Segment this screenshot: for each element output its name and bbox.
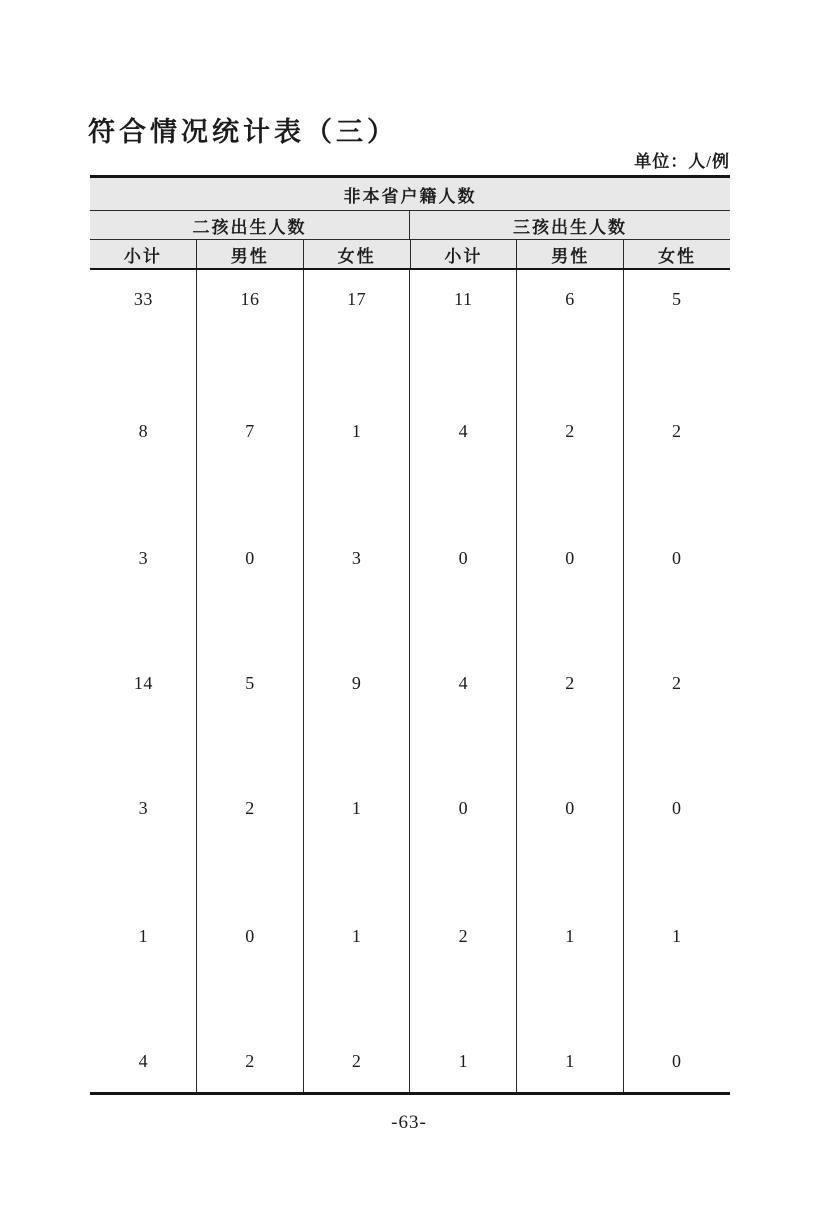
- column-header-1: 小计: [90, 240, 197, 268]
- column-header-6: 女性: [658, 246, 697, 266]
- group-header-second-child: 二孩出生人数: [90, 211, 410, 239]
- data-cell: 17: [347, 288, 367, 309]
- data-cell: 9: [351, 672, 362, 693]
- data-cell: 0: [671, 1050, 682, 1071]
- data-cell: 2: [671, 420, 682, 441]
- table-header-top: [90, 178, 730, 211]
- column-header-row: [90, 240, 730, 270]
- table-row-5: [90, 793, 730, 823]
- data-cell: 0: [458, 797, 469, 818]
- column-header-2: 男性: [197, 240, 304, 268]
- data-cell: 8: [138, 420, 149, 441]
- data-cell: 4: [138, 1050, 149, 1071]
- data-cell: 0: [245, 925, 255, 946]
- data-cell: 1: [565, 925, 575, 946]
- data-cell: 11: [454, 288, 473, 309]
- column-header-4: 小计: [411, 240, 518, 268]
- data-cell: 4: [458, 672, 469, 693]
- data-cell: 0: [671, 797, 682, 818]
- page-number: -63-: [391, 1112, 427, 1133]
- page-title: 符合情况统计表（三）: [88, 117, 398, 147]
- table-row-3: [90, 543, 730, 573]
- data-cell: 3: [351, 547, 362, 568]
- data-cell: 1: [351, 925, 362, 946]
- data-cell: 16: [240, 288, 260, 309]
- data-cell: 6: [565, 288, 575, 309]
- data-cell: 2: [351, 1050, 362, 1071]
- group-header-third-child: 三孩出生人数: [513, 217, 627, 237]
- statistics-table: [90, 175, 730, 1095]
- table-header-groups: [90, 211, 730, 240]
- data-cell: 2: [671, 672, 682, 693]
- top-header-label: 非本省户籍人数: [343, 186, 477, 206]
- data-cell: 0: [565, 797, 575, 818]
- table-row-2: [90, 416, 730, 446]
- data-cell: 2: [565, 672, 575, 693]
- data-cell: 7: [245, 420, 255, 441]
- column-header-5: 男性: [517, 240, 624, 268]
- data-cell: 1: [351, 797, 362, 818]
- data-cell: 4: [458, 420, 469, 441]
- data-cell: 0: [458, 547, 469, 568]
- data-cell: 1: [138, 925, 149, 946]
- data-cell: 3: [138, 797, 149, 818]
- data-cell: 14: [133, 672, 153, 693]
- table-body: [90, 270, 730, 1092]
- data-cell: 0: [565, 547, 575, 568]
- table-row-7: [90, 1046, 730, 1076]
- data-cell: 0: [671, 547, 682, 568]
- data-cell: 1: [565, 1050, 575, 1071]
- data-cell: 2: [458, 925, 469, 946]
- data-cell: 1: [458, 1050, 469, 1071]
- table-row-4: [90, 668, 730, 698]
- data-cell: 5: [671, 288, 682, 309]
- data-cell: 2: [245, 797, 255, 818]
- data-cell: 33: [133, 288, 153, 309]
- table-row-6: [90, 921, 730, 951]
- data-cell: 0: [245, 547, 255, 568]
- data-cell: 1: [671, 925, 682, 946]
- data-cell: 3: [138, 547, 149, 568]
- unit-label: 单位：人/例: [634, 152, 730, 171]
- table-row-1: [90, 284, 730, 314]
- data-cell: 2: [565, 420, 575, 441]
- data-cell: 5: [245, 672, 255, 693]
- column-header-3: 女性: [304, 240, 411, 268]
- data-cell: 1: [351, 420, 362, 441]
- data-cell: 2: [245, 1050, 255, 1071]
